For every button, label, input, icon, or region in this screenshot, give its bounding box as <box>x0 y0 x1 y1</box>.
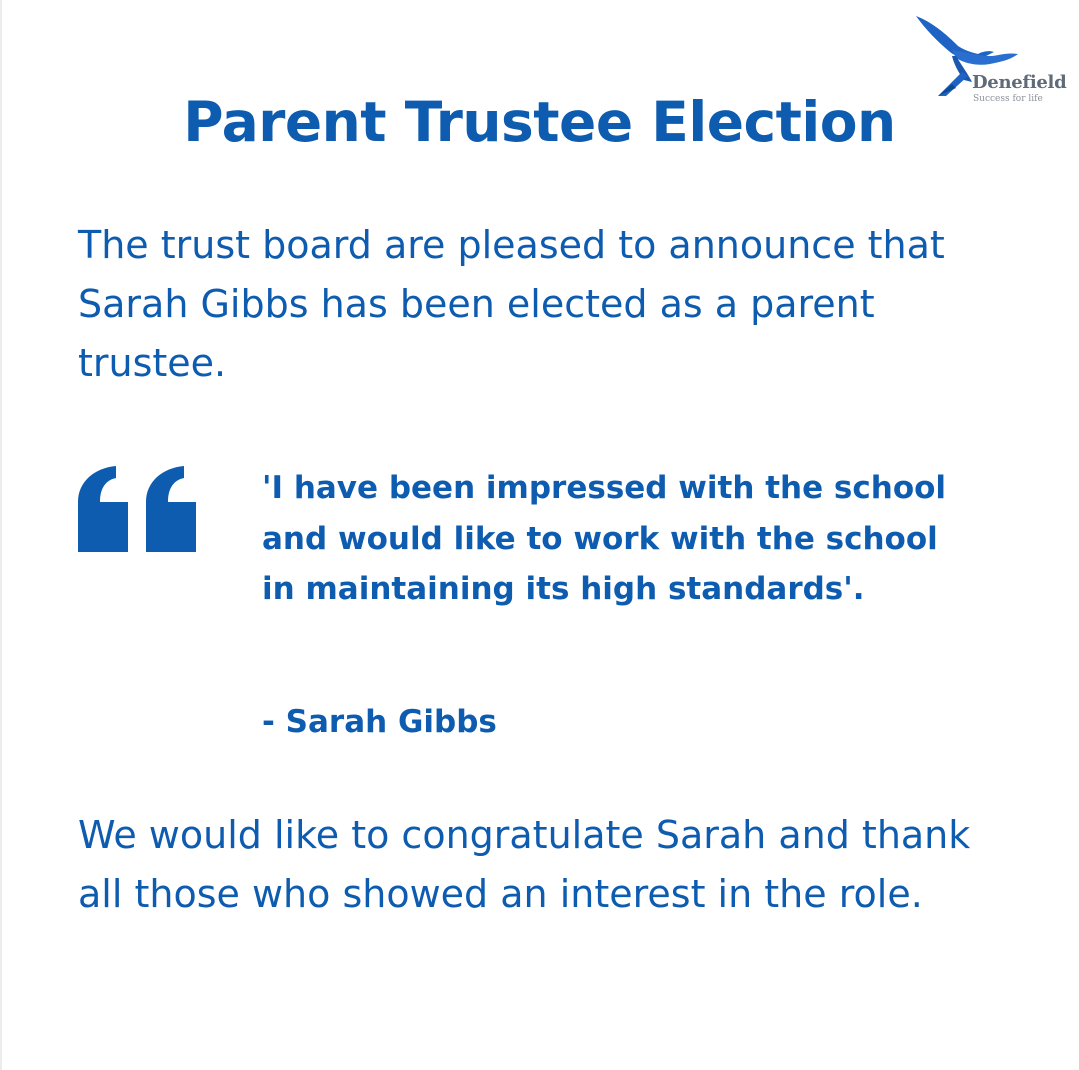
intro-paragraph: The trust board are pleased to announce that Sarah Gibbs has been elected as a parent trustee. <box>78 223 945 385</box>
logo-tagline: Success for life <box>973 94 1043 104</box>
closing-paragraph: We would like to congratulate Sarah and thank all those who showed an interest in the role. <box>78 813 971 916</box>
quotation-mark-icon <box>78 466 198 558</box>
page-edge <box>0 0 2 1070</box>
quote-text: 'I have been impressed with the school and would like to work with the school in maintaining its high standards'. <box>262 470 947 607</box>
quote-attribution: - Sarah Gibbs <box>262 704 497 740</box>
logo-name: Denefield <box>972 72 1067 93</box>
page-title: Parent Trustee Election <box>183 90 896 154</box>
